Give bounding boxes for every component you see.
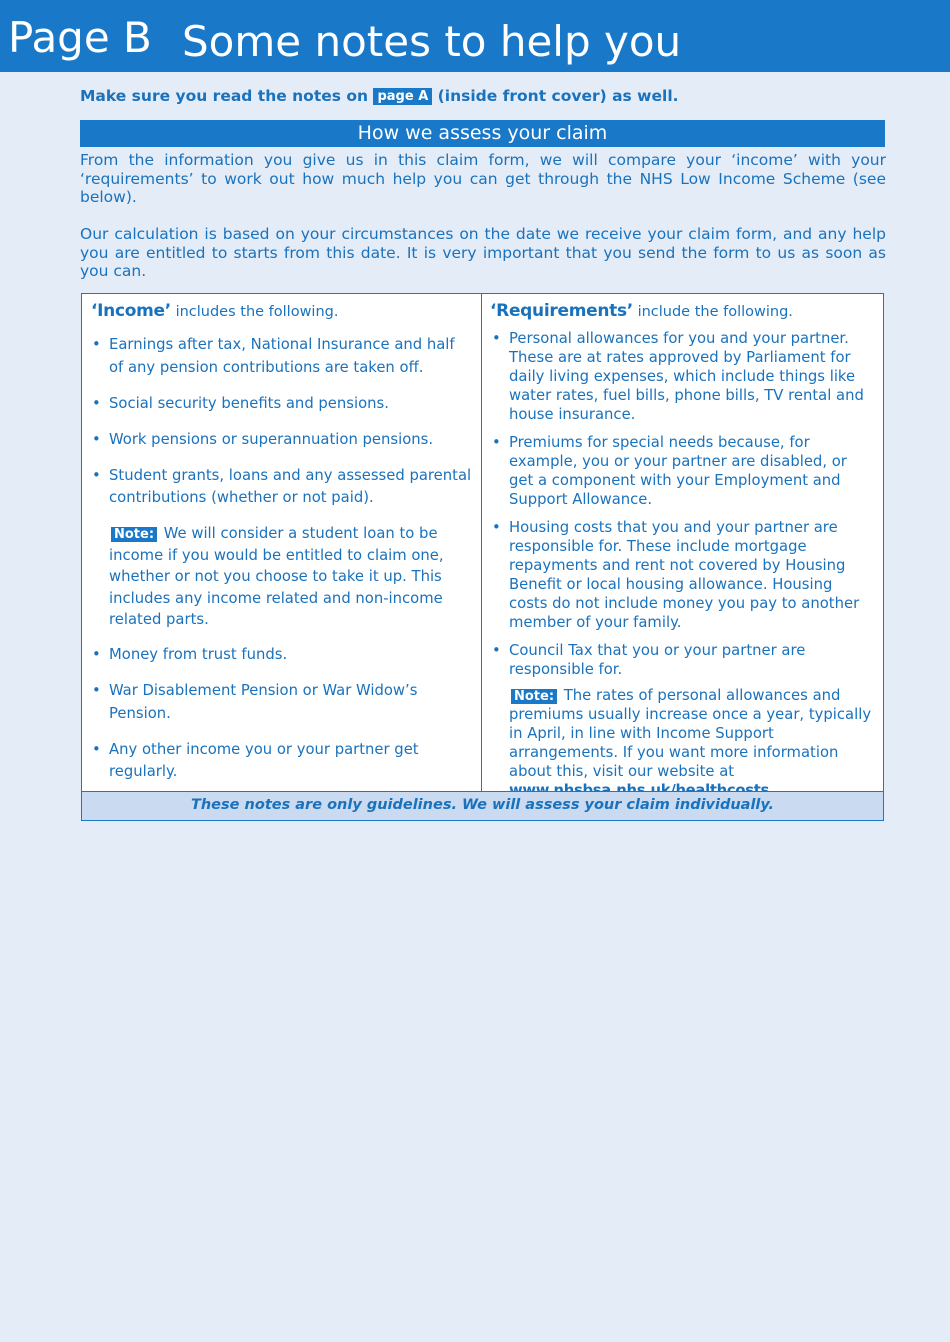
requirements-heading <box>490 301 793 321</box>
income-heading-suffix: includes the following. <box>175 304 339 320</box>
bullet-icon: • <box>92 740 101 758</box>
requirements-item: Housing costs that you and your partner are responsible for. These include mortgage repayments and rent not covered by Housing Benefit or local housing allowance. Housing costs do not include money you pay to another member of your family. <box>509 519 860 631</box>
bullet-icon: • <box>92 394 101 412</box>
section-heading: How we assess your claim <box>80 120 885 147</box>
bullet-icon: • <box>492 434 501 451</box>
list-item <box>82 465 481 510</box>
list-item <box>82 739 481 784</box>
list-item <box>482 641 883 679</box>
requirements-item: Premiums for special needs because, for example, you or your partner are disabled, or get a component with your Employment and Support Allowance. <box>509 434 847 508</box>
bullet-icon: • <box>92 646 101 664</box>
income-item: Money from trust funds. <box>109 646 288 664</box>
income-item: Any other income you or your partner get regularly. <box>109 740 419 781</box>
requirements-heading-title: ‘Requirements’ <box>490 301 633 321</box>
page-header <box>0 0 950 72</box>
list-item <box>482 433 883 509</box>
intro-text: Make sure you read the notes on <box>80 87 369 105</box>
income-item: Student grants, loans and any assessed parental contributions (whether or not paid). <box>109 466 472 506</box>
guidelines-note: These notes are only guidelines. We will assess your claim individually. <box>82 791 883 820</box>
note-tag: Note: <box>511 689 557 704</box>
bullet-icon: • <box>492 330 501 347</box>
page-a-tag: page A <box>373 88 432 105</box>
intro-text-after: (inside front cover) as well. <box>437 87 679 105</box>
requirements-item: Personal allowances for you and your partner. These are at rates approved by Parliament for daily living expenses, which include things like water rates, fuel bills, phone bills, TV rental and house insurance. <box>509 330 864 423</box>
page-label: Page B <box>8 13 152 62</box>
paragraph-calculation: Our calculation is based on your circumstances on the date we receive your claim form, and any help you are entitled to starts from this date. It is very important that you send the form to us as soon as you can. <box>80 225 886 281</box>
requirements-heading-suffix: include the following. <box>637 304 793 320</box>
income-item: War Disablement Pension or War Widow’s Pension. <box>109 682 418 722</box>
requirements-note-text: The rates of personal allowances and premiums usually increase once a year, typically in April, in line with Income Support arrangements. If you want more information about this, visit our website at <box>509 687 872 780</box>
bullet-icon: • <box>92 430 101 448</box>
list-item <box>482 329 883 424</box>
list-item <box>82 393 481 416</box>
paragraph-income-requirements: From the information you give us in this claim form, we will compare your ‘income’ with your ‘requirements’ to work out how much help you can get through the NHS Low Income Scheme (see below). <box>80 151 886 207</box>
page-title: Some notes to help you <box>182 17 682 66</box>
list-item <box>482 518 883 632</box>
bullet-icon: • <box>92 682 101 700</box>
income-item: Earnings after tax, National Insurance and half of any pension contributions are taken off. <box>109 336 455 376</box>
assessment-table <box>81 293 884 821</box>
income-list <box>82 334 481 797</box>
intro-line <box>80 87 885 105</box>
list-item <box>82 680 481 725</box>
income-note <box>82 523 481 631</box>
income-note-text: We will consider a student loan to be income if you would be entitled to claim one, whether or not you choose to take it up. This includes any income related and non-income related parts. <box>109 525 444 629</box>
bullet-icon: • <box>492 642 501 659</box>
requirements-list <box>482 329 883 800</box>
bullet-icon: • <box>492 519 501 536</box>
income-heading <box>91 301 338 321</box>
requirements-note <box>482 686 883 800</box>
list-item <box>82 429 481 452</box>
income-item: Work pensions or superannuation pensions. <box>109 430 434 448</box>
income-heading-title: ‘Income’ <box>91 301 171 321</box>
bullet-icon: • <box>92 466 101 484</box>
list-item <box>82 334 481 379</box>
income-item: Social security benefits and pensions. <box>109 394 389 412</box>
list-item <box>82 644 481 667</box>
note-tag: Note: <box>111 527 157 542</box>
bullet-icon: • <box>92 336 101 353</box>
requirements-item: Council Tax that you or your partner are responsible for. <box>509 642 806 678</box>
